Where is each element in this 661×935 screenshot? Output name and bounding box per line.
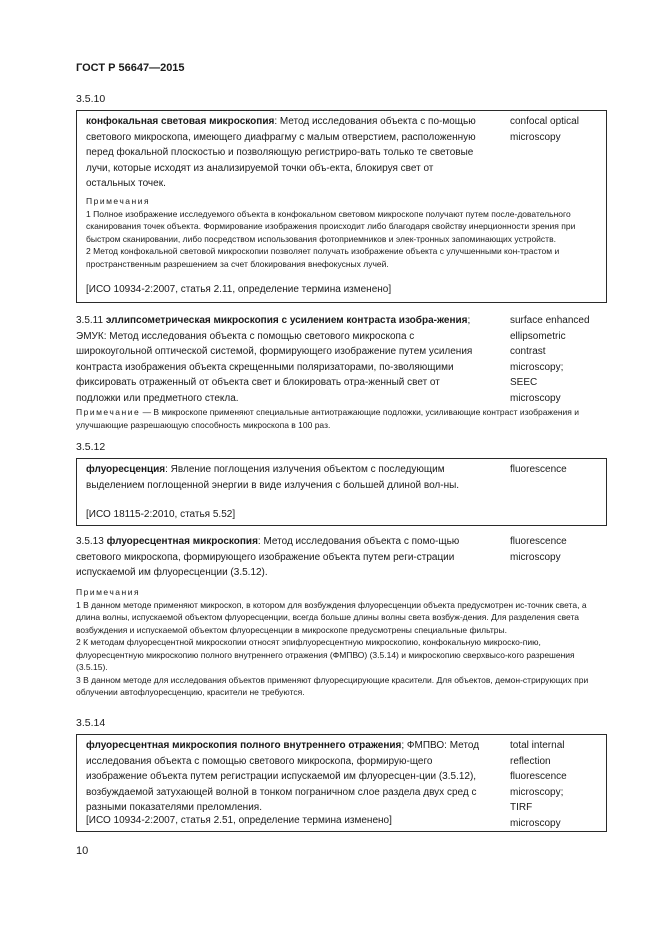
note-1: 1 Полное изображение исследуемого объекта в конфокальном световом микроскопе получают путем после-довательного сканирования точек объекта. Формирование изображения происходит либо благодаря свойству инерционности зрения при быстром сканировании, либо посредством использования фотоприемников и элек-тронных запоминающих устройств. xyxy=(86,208,576,244)
source-reference-3-5-10: [ИСО 10934-2:2007, статья 2.11, определение термина изменено] xyxy=(86,284,392,295)
page-header: ГОСТ Р 56647—2015 xyxy=(76,62,185,74)
note-text: — В микроскопе применяют специальные антиотражающие подложки, усиливающие контраст изображения и улучшающие разрешающую способность микроскопа в 100 раз. xyxy=(76,407,580,430)
term-entry-3-5-12 xyxy=(86,462,484,493)
term-name: флуоресцентная микроскопия полного внутреннего отражения xyxy=(86,740,402,751)
term-number: 3.5.11 xyxy=(76,315,104,326)
note-1: 1 В данном методе применяют микроскоп, в котором для возбуждения флуоресценции объекта предусмотрен ис-точник света, а длина волны, испускаемой объектом флуоресценции, всегда больше длины волны света возбуж-дения. Для разделения света возбуждения и испускаемой объектом флуоресценции в микроскопе предусмотрены специальные фильтры. xyxy=(76,599,587,635)
term-definition: ; ФМПВО: Метод исследования объекта с помощью светового микроскопа, формирую-щего изображение объекта путем регистрации испускаемой им флуоресцен-ции (3.5.12), возбуждаемой затухающей волной в тонком пограничном слое раздела двух сред с разными показателями преломления. xyxy=(86,740,480,813)
term-definition: : Метод исследования объекта с по-мощью светового микроскопа, имеющего диафрагму с малым отверстием, расположенную перед фокальной плоскостью и позволяющую регистриро-вать только те световые лучи, которые исходят из анализируемой точки объ-екта, блокируя свет от остальных точек. xyxy=(86,116,476,189)
term-entry-3-5-13 xyxy=(76,534,482,581)
term-entry-3-5-14 xyxy=(86,738,484,816)
english-term-3-5-14: total internal reflection fluorescence microscopy; TIRF microscopy xyxy=(510,740,567,829)
term-number-3-5-10: 3.5.10 xyxy=(76,93,106,105)
term-entry-3-5-11 xyxy=(76,313,482,406)
notes-3-5-13 xyxy=(76,586,606,699)
english-term-3-5-10: confocal optical microscopy xyxy=(510,116,579,143)
note-label: Примечание xyxy=(76,407,141,417)
term-name: флуоресцентная микроскопия xyxy=(106,536,258,547)
notes-3-5-10 xyxy=(86,195,601,270)
term-number-3-5-12: 3.5.12 xyxy=(76,441,106,453)
term-entry-3-5-10 xyxy=(86,114,484,192)
term-name: конфокальная световая микроскопия xyxy=(86,116,275,127)
note-2: 2 Метод конфокальной световой микроскопии позволяет получать изображение объекта с улучшенными кон-трастом и пространственным разрешением за счет блокирования внефокусных лучей. xyxy=(86,246,560,269)
source-reference-3-5-14: [ИСО 10934-2:2007, статья 2.51, определение термина изменено] xyxy=(86,815,392,826)
note-3: 3 В данном методе для исследования объектов применяют флуоресцирующие красители. Для объектов, демон-стрирующих при облучении автофлуоресценцию, красители не требуются. xyxy=(76,674,589,697)
source-reference-3-5-12: [ИСО 18115-2:2010, статья 5.52] xyxy=(86,509,236,520)
english-term-3-5-11: surface enhanced ellipsometric contrast microscopy; SEEC microscopy xyxy=(510,315,590,404)
note-3-5-11 xyxy=(76,406,606,431)
term-definition: ; ЭМУК: Метод исследования объекта с помощью светового микроскопа с широкоугольной оптической системой, формирующего изображение путем усиления контраста изображения объекта скрещенными поляризаторами, по-зволяющими фиксировать отраженный от объекта свет и блокировать отра-женный свет от подложки или предметного стекла. xyxy=(76,315,473,404)
note-2: 2 К методам флуоресцентной микроскопии относят эпифлуоресцентную микроскопию, конфокальную микроско-пию, флуоресцентную микроскопию полного внутреннего отражения (ФМПВО) (3.5.14) и микроскопию сверхвысо-кого разрешения (3.5.15). xyxy=(76,637,575,672)
term-definition: : Метод исследования объекта с помо-щью светового микроскопа, формирующего изображение объекта путем реги-страции испускаемой им флуоресценции (3.5.12). xyxy=(76,536,460,578)
term-name: флуоресценция xyxy=(86,464,166,475)
page-number: 10 xyxy=(76,845,89,857)
term-number-3-5-14: 3.5.14 xyxy=(76,717,106,729)
term-definition: : Явление поглощения излучения объектом с последующим выделением поглощенной энергии в виде излучения с большей длиной вол-ны. xyxy=(86,464,460,491)
notes-title: Примечания xyxy=(76,587,141,597)
term-number: 3.5.13 xyxy=(76,536,104,547)
english-term-3-5-13: fluorescence microscopy xyxy=(510,536,567,563)
notes-title: Примечания xyxy=(86,196,151,206)
term-name: эллипсометрическая микроскопия с усилением контраста изобра-жения xyxy=(105,315,468,326)
english-term-3-5-12: fluorescence xyxy=(510,464,567,475)
